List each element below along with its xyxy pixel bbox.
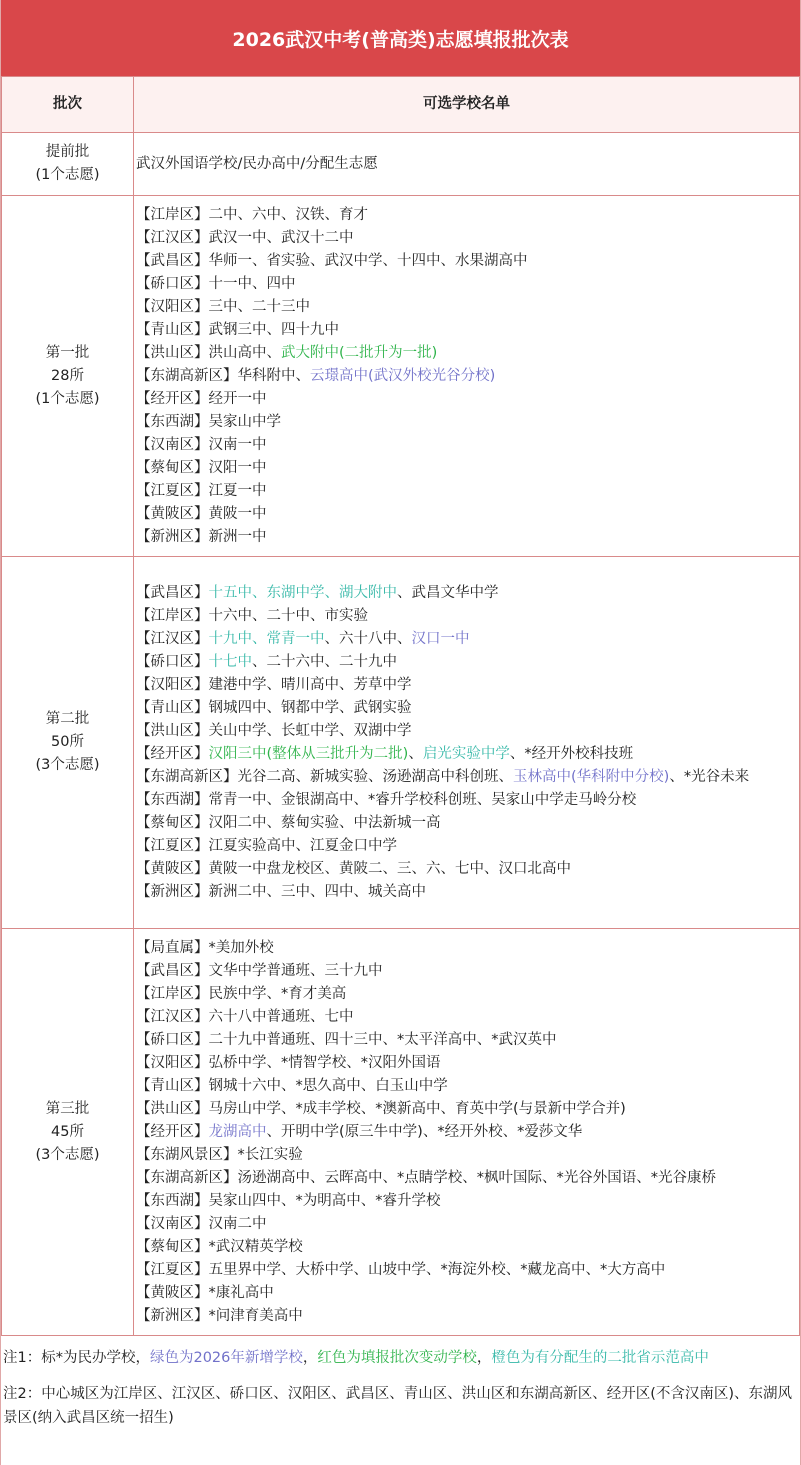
batch-label-line: (1个志愿): [35, 167, 100, 183]
district-school-line: [136, 503, 795, 526]
batch-label-line: (3个志愿): [35, 757, 100, 773]
highlighted-school-text: 玉林高中(华科附中分校): [513, 768, 670, 785]
district-school-line: [136, 1236, 795, 1259]
note-line: [3, 1382, 796, 1430]
school-text: 【青山区】钢城四中、钢都中学、武钢实验: [136, 699, 412, 716]
highlighted-school-text: 十五中、东湖中学、湖大附中: [208, 584, 397, 601]
school-text: 【江汉区】武汉一中、武汉十二中: [136, 229, 354, 246]
batch-label-line: 45所: [51, 1123, 84, 1140]
district-school-line: [136, 365, 795, 388]
district-school-line: [136, 960, 795, 983]
district-school-line: [136, 204, 795, 227]
district-school-line: [136, 319, 795, 342]
district-school-line: [136, 1305, 795, 1328]
batch-label-cell: [2, 133, 134, 196]
batch-label-line: (1个志愿): [35, 390, 100, 407]
school-text: 、*经开外校科技班: [509, 745, 634, 762]
district-school-line: [136, 434, 795, 457]
batch-row: [2, 196, 800, 557]
batch-label-cell: [2, 929, 134, 1336]
school-text: 【汉阳区】建港中学、晴川高中、芳草中学: [136, 676, 412, 693]
school-text: 【蔡甸区】*武汉精英学校: [136, 1238, 303, 1255]
school-text: 【江岸区】二中、六中、汉铁、育才: [136, 206, 368, 223]
school-text: 【经开区】经开一中: [136, 390, 267, 407]
district-school-line: [136, 1006, 795, 1029]
batch-table: [1, 76, 800, 1336]
district-school-line: [136, 812, 795, 835]
school-text: 【江汉区】: [136, 630, 209, 647]
district-school-line: [136, 766, 795, 789]
district-school-line: [136, 273, 795, 296]
district-school-line: [136, 835, 795, 858]
table-title: [1, 0, 800, 76]
school-text: 【黄陂区】*康礼高中: [136, 1284, 274, 1301]
school-text: 【黄陂区】黄陂一中盘龙校区、黄陂二、三、六、七中、汉口北高中: [136, 860, 571, 877]
school-text: 【蔡甸区】汉阳一中: [136, 459, 267, 476]
district-school-line: [136, 605, 795, 628]
school-text: 【汉阳区】弘桥中学、*情智学校、*汉阳外国语: [136, 1054, 441, 1071]
school-text: 、二十六中、二十九中: [252, 653, 397, 670]
district-school-line: [136, 582, 795, 605]
school-text: 【东湖风景区】*长江实验: [136, 1146, 303, 1163]
header-batch: 批次: [2, 77, 134, 133]
batch-row: [2, 133, 800, 196]
school-text: 、: [408, 745, 423, 762]
school-text: 【局直属】*美加外校: [136, 939, 274, 956]
school-text: 【武昌区】: [136, 584, 209, 601]
district-school-line: [136, 881, 795, 904]
school-text: 、开明中学(原三牛中学)、*经开外校、*爱莎文华: [266, 1123, 583, 1140]
table-title-text: 2026武汉中考(普高类)志愿填报批次表: [232, 28, 569, 51]
school-text: 【汉南区】汉南二中: [136, 1215, 267, 1232]
school-text: 注2：中心城区为江岸区、江汉区、硚口区、汉阳区、武昌区、青山区、洪山区和东湖高新区、经开区(不含汉南区)、东湖风景区(纳入武昌区统一招生): [3, 1386, 793, 1426]
highlighted-school-text: 武大附中(二批升为一批): [281, 344, 438, 361]
batch-label-line: 第一批: [45, 344, 90, 361]
school-text: 【新洲区】新洲二中、三中、四中、城关高中: [136, 883, 426, 900]
school-text: 【江岸区】民族中学、*育才美高: [136, 985, 347, 1002]
district-school-line: [136, 697, 795, 720]
district-school-line: [136, 1213, 795, 1236]
school-text: 【新洲区】新洲一中: [136, 528, 267, 545]
school-text: 【东西湖】吴家山四中、*为明高中、*睿升学校: [136, 1192, 441, 1209]
district-school-line: [136, 1098, 795, 1121]
school-text: 【江夏区】江夏实验高中、江夏金口中学: [136, 837, 397, 854]
district-school-line: [136, 296, 795, 319]
school-text: 【江夏区】五里界中学、大桥中学、山坡中学、*海淀外校、*藏龙高中、*大方高中: [136, 1261, 666, 1278]
school-text: 【新洲区】*问津育美高中: [136, 1307, 303, 1324]
school-text: 【汉南区】汉南一中: [136, 436, 267, 453]
school-list-cell: [134, 196, 800, 557]
district-school-line: [136, 789, 795, 812]
school-text: 【武昌区】华师一、省实验、武汉中学、十四中、水果湖高中: [136, 252, 528, 269]
district-school-line: [136, 480, 795, 503]
district-school-line: [136, 1282, 795, 1305]
school-text: 【江岸区】十六中、二十中、市实验: [136, 607, 368, 624]
district-school-line: [136, 153, 795, 176]
header-school-list: 可选学校名单: [134, 77, 800, 133]
highlighted-school-text: 汉阳三中(整体从三批升为二批): [208, 745, 409, 762]
school-text: 、*光谷未来: [669, 768, 750, 785]
district-school-line: [136, 250, 795, 273]
district-school-line: [136, 227, 795, 250]
highlighted-school-text: 红色为填报批次变动学校: [317, 1350, 477, 1366]
district-school-line: [136, 937, 795, 960]
district-school-line: [136, 1167, 795, 1190]
district-school-line: [136, 720, 795, 743]
table-header-row: [2, 77, 800, 133]
district-school-line: [136, 1190, 795, 1213]
district-school-line: [136, 743, 795, 766]
school-text: 、六十八中、: [324, 630, 412, 647]
highlighted-school-text: 绿色为2026年新增学校: [149, 1350, 303, 1366]
batch-label-cell: [2, 196, 134, 557]
school-text: 【江夏区】江夏一中: [136, 482, 267, 499]
notes-section: [1, 1336, 800, 1430]
school-text: 【东西湖】吴家山中学: [136, 413, 281, 430]
district-school-line: [136, 1259, 795, 1282]
highlighted-school-text: 橙色为有分配生的二批省示范高中: [491, 1350, 709, 1366]
school-text: 【经开区】: [136, 745, 209, 762]
district-school-line: [136, 674, 795, 697]
school-text: 【青山区】武钢三中、四十九中: [136, 321, 339, 338]
school-list-cell: [134, 929, 800, 1336]
school-text: 【洪山区】洪山高中、: [136, 344, 281, 361]
school-text: 【东湖高新区】光谷二高、新城实验、汤逊湖高中科创班、: [136, 768, 513, 785]
school-text: 【硚口区】: [136, 653, 209, 670]
school-list-cell: [134, 557, 800, 929]
batch-row: [2, 929, 800, 1336]
school-text: 【硚口区】十一中、四中: [136, 275, 296, 292]
school-text: 【武昌区】文华中学普通班、三十九中: [136, 962, 383, 979]
batch-label-cell: [2, 557, 134, 929]
school-text: 【蔡甸区】汉阳二中、蔡甸实验、中法新城一高: [136, 814, 441, 831]
school-list-cell: [134, 133, 800, 196]
school-text: 【东湖高新区】华科附中、: [136, 367, 310, 384]
district-school-line: [136, 1029, 795, 1052]
district-school-line: [136, 1144, 795, 1167]
school-text: 【东湖高新区】汤逊湖高中、云晖高中、*点睛学校、*枫叶国际、*光谷外国语、*光谷康桥: [136, 1169, 716, 1186]
district-school-line: [136, 457, 795, 480]
batch-row: [2, 557, 800, 929]
school-text: 【青山区】钢城十六中、*思久高中、白玉山中学: [136, 1077, 448, 1094]
school-text: 【江汉区】六十八中普通班、七中: [136, 1008, 354, 1025]
school-text: 【洪山区】关山中学、长虹中学、双湖中学: [136, 722, 412, 739]
district-school-line: [136, 1052, 795, 1075]
district-school-line: [136, 342, 795, 365]
district-school-line: [136, 858, 795, 881]
note-line: [3, 1346, 796, 1370]
school-text: 注1：标*为民办学校，: [3, 1350, 150, 1366]
batch-label-line: 提前批: [45, 144, 90, 160]
batch-table-body: [2, 77, 800, 1336]
highlighted-school-text: 十九中、常青一中: [208, 630, 325, 647]
district-school-line: [136, 651, 795, 674]
batch-label-line: 28所: [51, 367, 84, 384]
batch-label-line: 第二批: [45, 711, 90, 727]
batch-label-line: 第三批: [45, 1100, 90, 1117]
school-text: 武汉外国语学校/民办高中/分配生志愿: [136, 155, 378, 172]
school-text: 、武昌文华中学: [397, 584, 499, 601]
school-text: 【汉阳区】三中、二十三中: [136, 298, 310, 315]
school-text: 【洪山区】马房山中学、*成丰学校、*澳新高中、育英中学(与景新中学合并): [136, 1100, 626, 1117]
school-text: 【经开区】: [136, 1123, 209, 1140]
school-text: ，: [476, 1350, 492, 1366]
school-text: 【硚口区】二十九中普通班、四十三中、*太平洋高中、*武汉英中: [136, 1031, 557, 1048]
school-text: ，: [302, 1350, 318, 1366]
highlighted-school-text: 云璟高中(武汉外校光谷分校): [310, 367, 496, 384]
batch-label-line: 50所: [51, 734, 84, 750]
district-school-line: [136, 1121, 795, 1144]
district-school-line: [136, 526, 795, 549]
district-school-line: [136, 1075, 795, 1098]
highlighted-school-text: 启光实验中学: [422, 745, 510, 762]
district-school-line: [136, 628, 795, 651]
school-text: 【东西湖】常青一中、金银湖高中、*睿升学校科创班、吴家山中学走马岭分校: [136, 791, 637, 808]
district-school-line: [136, 388, 795, 411]
batch-label-line: (3个志愿): [35, 1146, 100, 1163]
highlighted-school-text: 十七中: [208, 653, 252, 670]
school-text: 【黄陂区】黄陂一中: [136, 505, 267, 522]
highlighted-school-text: 龙湖高中: [208, 1123, 267, 1140]
district-school-line: [136, 411, 795, 434]
district-school-line: [136, 983, 795, 1006]
highlighted-school-text: 汉口一中: [411, 630, 470, 647]
